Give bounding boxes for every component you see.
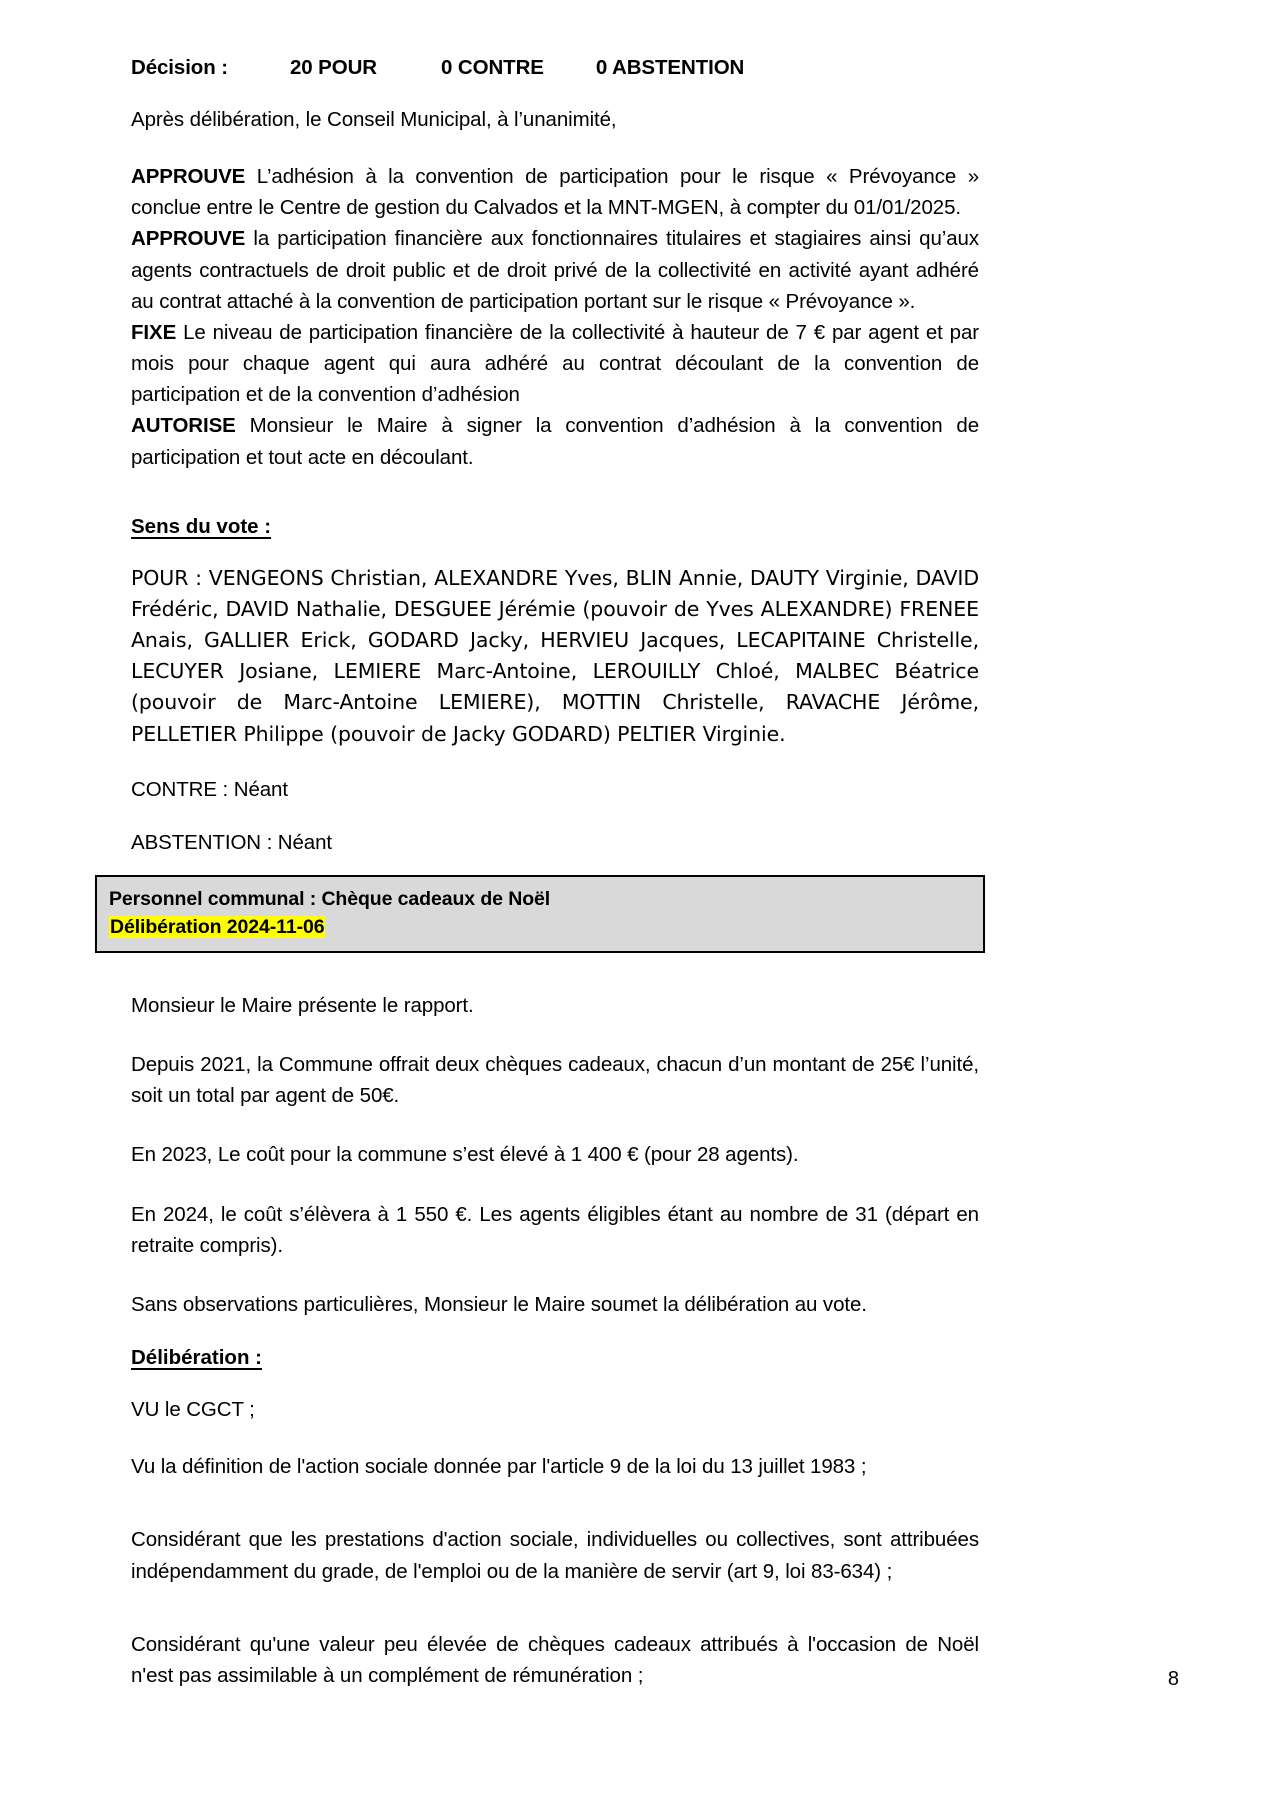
page-content-upper xyxy=(131,56,979,858)
page-content-lower xyxy=(131,990,979,1691)
clause-fixe xyxy=(131,317,979,410)
report-paragraph-amounts: Depuis 2021, la Commune offrait deux chèques cadeaux, chacun d’un montant de 25€ l’unité, soit un total par agent de 50€. xyxy=(131,1053,979,1108)
clause-lead-word: APPROUVE xyxy=(131,165,246,189)
clause-body: Monsieur le Maire à signer la convention d’adhésion à la convention de participation et tout acte en découlant. xyxy=(131,414,979,469)
deliberation-clause-vu-cgct: VU le CGCT ; xyxy=(131,1398,255,1422)
page-number: 8 xyxy=(1167,1668,1179,1690)
deliberation-reference-highlight: Délibération 2024-11-06 xyxy=(110,915,325,938)
deliberation-box-reference-line xyxy=(109,914,983,942)
clause-body: Le niveau de participation financière de la collectivité à hauteur de 7 € par agent et par mois pour chaque agent qui aura adhéré au contrat découlant de la convention de participation et de la convention d’adhésion xyxy=(131,320,979,407)
report-paragraph-2024-cost: En 2024, le coût s’élèvera à 1 550 €. Les agents éligibles étant au nombre de 31 (départ en retraite compris). xyxy=(131,1202,979,1257)
clause-autorise xyxy=(131,410,979,472)
deliberation-box-title: Personnel communal : Chèque cadeaux de Noël xyxy=(109,888,551,910)
clause-body: L’adhésion à la convention de participation pour le risque « Prévoyance » conclue entre le Centre de gestion du Calvados et la MNT-MGEN, à compter du 01/01/2025. xyxy=(131,165,979,220)
decision-pour-count: 20 POUR xyxy=(289,56,377,79)
clause-lead-word: APPROUVE xyxy=(131,227,246,251)
decision-label: Décision : xyxy=(131,56,228,79)
vote-section-heading: Sens du vote : xyxy=(131,514,272,538)
clause-body: la participation financière aux fonctionnaires titulaires et stagiaires ainsi qu’aux agents contractuels de droit public et de droit privé de la collectivité en activité ayant adhéré au contrat attaché à la convention de participation portant sur le risque « Prévoyance ». xyxy=(131,227,979,313)
deliberation-clause-valeur-cheques: Considérant qu'une valeur peu élevée de chèques cadeaux attribués à l'occasion de Noël n'est pas assimilable à un complément de rémunération ; xyxy=(131,1632,979,1687)
report-paragraph-vote-submission: Sans observations particulières, Monsieur le Maire soumet la délibération au vote. xyxy=(131,1292,867,1316)
report-presentation-line: Monsieur le Maire présente le rapport. xyxy=(131,994,474,1017)
vote-contre-line: CONTRE : Néant xyxy=(131,777,288,801)
decision-contre-count: 0 CONTRE xyxy=(441,56,544,79)
deliberation-title-box xyxy=(95,875,985,953)
report-paragraph-2023-cost: En 2023, Le coût pour la commune s’est élevé à 1 400 € (pour 28 agents). xyxy=(131,1143,799,1167)
decision-summary-line xyxy=(131,56,979,80)
decision-abstention-count: 0 ABSTENTION xyxy=(595,56,745,79)
vote-pour-list: POUR : VENGEONS Christian, ALEXANDRE Yves, BLIN Annie, DAUTY Virginie, DAVID Frédéric, DAVID Nathalie, DESGUEE Jérémie (pouvoir de Yves ALEXANDRE) FRENEE Anais, GALLIER Erick, GODARD Jacky, HERVIEU Jacques, LECAPITAINE Christelle, LECUYER Josiane, LEMIERE Marc-Antoine, LEROUILLY Chloé, MALBEC Béatrice (pouvoir de Marc-Antoine LEMIERE), MOTTIN Christelle, RAVACHE Jérôme, PELLETIER Philippe (pouvoir de Jacky GODARD) PELTIER Virginie. xyxy=(131,565,979,746)
clause-lead-word: FIXE xyxy=(131,320,177,344)
clause-lead-word: AUTORISE xyxy=(131,414,236,438)
deliberation-intro: Après délibération, le Conseil Municipal, à l’unanimité, xyxy=(131,108,617,131)
vote-abstention-line: ABSTENTION : Néant xyxy=(131,830,332,854)
deliberation-section-heading: Délibération : xyxy=(131,1346,262,1370)
deliberation-clause-prestations: Considérant que les prestations d'action sociale, individuelles ou collectives, sont attribuées indépendamment du grade, de l'emploi ou de la manière de servir (art 9, loi 83-634) ; xyxy=(131,1528,979,1583)
clause-approuve-2 xyxy=(131,223,979,316)
clause-approuve-1 xyxy=(131,161,979,223)
deliberation-clause-action-sociale: Vu la définition de l'action sociale donnée par l'article 9 de la loi du 13 juillet 1983 ; xyxy=(131,1455,867,1479)
